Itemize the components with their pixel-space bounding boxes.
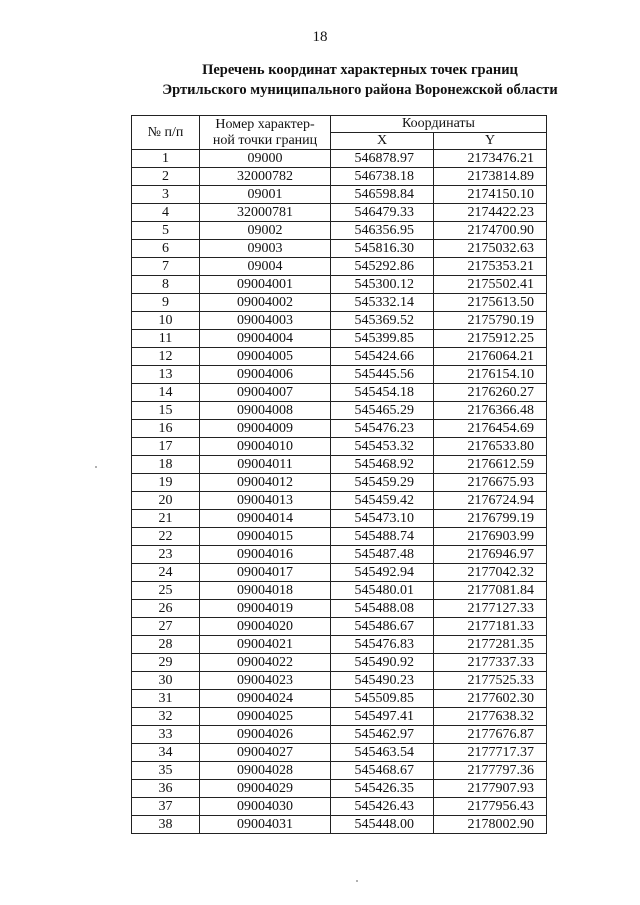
cell-row-number: 17 <box>132 438 200 456</box>
cell-row-number: 16 <box>132 420 200 438</box>
cell-row-number: 21 <box>132 510 200 528</box>
cell-x: 545300.12 <box>331 276 434 294</box>
cell-x: 546479.33 <box>331 204 434 222</box>
cell-y: 2177525.33 <box>434 672 547 690</box>
cell-point-number: 09004003 <box>200 312 331 330</box>
cell-y: 2177676.87 <box>434 726 547 744</box>
cell-point-number: 09004014 <box>200 510 331 528</box>
cell-x: 545426.43 <box>331 798 434 816</box>
cell-x: 545490.92 <box>331 654 434 672</box>
cell-y: 2177337.33 <box>434 654 547 672</box>
cell-x: 545462.97 <box>331 726 434 744</box>
cell-row-number: 23 <box>132 546 200 564</box>
cell-row-number: 18 <box>132 456 200 474</box>
header-point-number <box>200 116 331 150</box>
table-row <box>132 816 547 834</box>
table-row <box>132 798 547 816</box>
cell-row-number: 22 <box>132 528 200 546</box>
cell-x: 545473.10 <box>331 510 434 528</box>
cell-x: 545369.52 <box>331 312 434 330</box>
cell-y: 2176675.93 <box>434 474 547 492</box>
cell-point-number: 09004031 <box>200 816 331 834</box>
scan-speck <box>95 466 97 468</box>
cell-y: 2177281.35 <box>434 636 547 654</box>
cell-point-number: 09004027 <box>200 744 331 762</box>
table-row <box>132 402 547 420</box>
cell-point-number: 09001 <box>200 186 331 204</box>
cell-point-number: 09004007 <box>200 384 331 402</box>
cell-row-number: 37 <box>132 798 200 816</box>
cell-x: 545465.29 <box>331 402 434 420</box>
cell-row-number: 10 <box>132 312 200 330</box>
table-row <box>132 762 547 780</box>
cell-point-number: 09004005 <box>200 348 331 366</box>
title-line-2: Эртильского муниципального района Воронежской области <box>162 82 558 98</box>
table-row <box>132 456 547 474</box>
cell-x: 545459.29 <box>331 474 434 492</box>
table-row <box>132 420 547 438</box>
table-row <box>132 276 547 294</box>
table-row <box>132 492 547 510</box>
cell-y: 2177907.93 <box>434 780 547 798</box>
cell-y: 2177797.36 <box>434 762 547 780</box>
cell-x: 545492.94 <box>331 564 434 582</box>
cell-y: 2176903.99 <box>434 528 547 546</box>
cell-y: 2175032.63 <box>434 240 547 258</box>
cell-x: 545445.56 <box>331 366 434 384</box>
cell-y: 2177602.30 <box>434 690 547 708</box>
cell-x: 545488.74 <box>331 528 434 546</box>
cell-y: 2174700.90 <box>434 222 547 240</box>
cell-y: 2176946.97 <box>434 546 547 564</box>
cell-point-number: 09004010 <box>200 438 331 456</box>
cell-y: 2176612.59 <box>434 456 547 474</box>
cell-y: 2175912.25 <box>434 330 547 348</box>
cell-row-number: 31 <box>132 690 200 708</box>
cell-x: 545332.14 <box>331 294 434 312</box>
table-row <box>132 726 547 744</box>
cell-row-number: 24 <box>132 564 200 582</box>
cell-point-number: 09004029 <box>200 780 331 798</box>
cell-y: 2176533.80 <box>434 438 547 456</box>
cell-x: 545468.92 <box>331 456 434 474</box>
cell-row-number: 8 <box>132 276 200 294</box>
cell-row-number: 12 <box>132 348 200 366</box>
cell-y: 2176260.27 <box>434 384 547 402</box>
cell-point-number: 09004023 <box>200 672 331 690</box>
scan-speck <box>356 880 358 882</box>
cell-row-number: 13 <box>132 366 200 384</box>
cell-row-number: 7 <box>132 258 200 276</box>
cell-point-number: 09004017 <box>200 564 331 582</box>
cell-row-number: 38 <box>132 816 200 834</box>
cell-y: 2177956.43 <box>434 798 547 816</box>
cell-point-number: 32000781 <box>200 204 331 222</box>
cell-x: 545426.35 <box>331 780 434 798</box>
cell-x: 545490.23 <box>331 672 434 690</box>
table-row <box>132 474 547 492</box>
cell-y: 2178002.90 <box>434 816 547 834</box>
cell-row-number: 29 <box>132 654 200 672</box>
title-line-1: Перечень координат характерных точек границ <box>202 62 518 78</box>
table-row <box>132 744 547 762</box>
table-row <box>132 258 547 276</box>
cell-x: 545476.23 <box>331 420 434 438</box>
table-row <box>132 708 547 726</box>
cell-row-number: 9 <box>132 294 200 312</box>
cell-point-number: 09004006 <box>200 366 331 384</box>
table-row <box>132 672 547 690</box>
table-row <box>132 384 547 402</box>
cell-point-number: 09004019 <box>200 600 331 618</box>
cell-point-number: 09004001 <box>200 276 331 294</box>
cell-row-number: 20 <box>132 492 200 510</box>
cell-row-number: 2 <box>132 168 200 186</box>
cell-y: 2176154.10 <box>434 366 547 384</box>
cell-point-number: 09004025 <box>200 708 331 726</box>
cell-row-number: 27 <box>132 618 200 636</box>
header-coordinates: Координаты <box>331 116 547 133</box>
table-row <box>132 312 547 330</box>
cell-row-number: 14 <box>132 384 200 402</box>
cell-y: 2175502.41 <box>434 276 547 294</box>
header-point-line-2: ной точки границ <box>212 132 318 148</box>
cell-point-number: 09004016 <box>200 546 331 564</box>
cell-y: 2175353.21 <box>434 258 547 276</box>
cell-point-number: 09004020 <box>200 618 331 636</box>
cell-row-number: 34 <box>132 744 200 762</box>
cell-row-number: 26 <box>132 600 200 618</box>
table-row <box>132 240 547 258</box>
cell-x: 545468.67 <box>331 762 434 780</box>
table-row <box>132 654 547 672</box>
table-body <box>132 150 547 834</box>
cell-x: 545454.18 <box>331 384 434 402</box>
cell-point-number: 09004009 <box>200 420 331 438</box>
cell-y: 2174422.23 <box>434 204 547 222</box>
table-row <box>132 582 547 600</box>
cell-x: 545487.48 <box>331 546 434 564</box>
cell-x: 545463.54 <box>331 744 434 762</box>
cell-x: 545816.30 <box>331 240 434 258</box>
cell-x: 545459.42 <box>331 492 434 510</box>
cell-point-number: 09004028 <box>200 762 331 780</box>
cell-row-number: 36 <box>132 780 200 798</box>
header-row-number: № п/п <box>132 116 200 150</box>
cell-y: 2176799.19 <box>434 510 547 528</box>
table-row <box>132 546 547 564</box>
cell-x: 545448.00 <box>331 816 434 834</box>
table-row <box>132 168 547 186</box>
cell-point-number: 09003 <box>200 240 331 258</box>
cell-point-number: 09000 <box>200 150 331 168</box>
cell-row-number: 32 <box>132 708 200 726</box>
cell-point-number: 32000782 <box>200 168 331 186</box>
cell-x: 545480.01 <box>331 582 434 600</box>
table-row <box>132 528 547 546</box>
cell-x: 546878.97 <box>331 150 434 168</box>
header-y: Y <box>434 133 547 150</box>
cell-row-number: 15 <box>132 402 200 420</box>
cell-point-number: 09004002 <box>200 294 331 312</box>
cell-x: 545292.86 <box>331 258 434 276</box>
cell-point-number: 09004004 <box>200 330 331 348</box>
table-row <box>132 186 547 204</box>
cell-x: 545497.41 <box>331 708 434 726</box>
table-row <box>132 294 547 312</box>
cell-point-number: 09004012 <box>200 474 331 492</box>
table-row <box>132 348 547 366</box>
cell-x: 545453.32 <box>331 438 434 456</box>
cell-x: 545488.08 <box>331 600 434 618</box>
cell-y: 2177181.33 <box>434 618 547 636</box>
cell-y: 2177717.37 <box>434 744 547 762</box>
cell-point-number: 09004026 <box>200 726 331 744</box>
header-point-line-1: Номер характер- <box>215 116 315 132</box>
table-row <box>132 636 547 654</box>
table-row <box>132 618 547 636</box>
header-x: X <box>331 133 434 150</box>
table-row <box>132 600 547 618</box>
cell-y: 2173476.21 <box>434 150 547 168</box>
cell-x: 546356.95 <box>331 222 434 240</box>
cell-row-number: 1 <box>132 150 200 168</box>
cell-x: 545509.85 <box>331 690 434 708</box>
cell-x: 546598.84 <box>331 186 434 204</box>
cell-row-number: 11 <box>132 330 200 348</box>
cell-row-number: 5 <box>132 222 200 240</box>
cell-point-number: 09004030 <box>200 798 331 816</box>
cell-row-number: 19 <box>132 474 200 492</box>
table-row <box>132 564 547 582</box>
table-row <box>132 366 547 384</box>
cell-point-number: 09004008 <box>200 402 331 420</box>
cell-y: 2175790.19 <box>434 312 547 330</box>
table-row <box>132 510 547 528</box>
cell-row-number: 33 <box>132 726 200 744</box>
cell-y: 2176366.48 <box>434 402 547 420</box>
cell-point-number: 09004011 <box>200 456 331 474</box>
cell-point-number: 09004021 <box>200 636 331 654</box>
cell-y: 2176064.21 <box>434 348 547 366</box>
cell-point-number: 09004013 <box>200 492 331 510</box>
cell-y: 2177127.33 <box>434 600 547 618</box>
cell-x: 545486.67 <box>331 618 434 636</box>
table-row <box>132 150 547 168</box>
cell-row-number: 6 <box>132 240 200 258</box>
cell-row-number: 28 <box>132 636 200 654</box>
cell-x: 545399.85 <box>331 330 434 348</box>
cell-row-number: 25 <box>132 582 200 600</box>
cell-point-number: 09004024 <box>200 690 331 708</box>
cell-row-number: 35 <box>132 762 200 780</box>
cell-point-number: 09004022 <box>200 654 331 672</box>
cell-y: 2174150.10 <box>434 186 547 204</box>
cell-point-number: 09004015 <box>200 528 331 546</box>
cell-y: 2177638.32 <box>434 708 547 726</box>
cell-row-number: 30 <box>132 672 200 690</box>
cell-point-number: 09004018 <box>200 582 331 600</box>
table-row <box>132 222 547 240</box>
table-row <box>132 438 547 456</box>
cell-x: 545476.83 <box>331 636 434 654</box>
table-header <box>132 116 547 150</box>
cell-y: 2176724.94 <box>434 492 547 510</box>
cell-row-number: 3 <box>132 186 200 204</box>
cell-y: 2173814.89 <box>434 168 547 186</box>
table-row <box>132 330 547 348</box>
cell-y: 2176454.69 <box>434 420 547 438</box>
cell-y: 2175613.50 <box>434 294 547 312</box>
table-row <box>132 690 547 708</box>
page-number: 18 <box>312 29 328 45</box>
cell-row-number: 4 <box>132 204 200 222</box>
cell-y: 2177042.32 <box>434 564 547 582</box>
table-row <box>132 204 547 222</box>
table-row <box>132 780 547 798</box>
document-title <box>100 60 620 100</box>
cell-point-number: 09002 <box>200 222 331 240</box>
cell-y: 2177081.84 <box>434 582 547 600</box>
cell-point-number: 09004 <box>200 258 331 276</box>
cell-x: 546738.18 <box>331 168 434 186</box>
coordinates-table <box>131 115 547 834</box>
cell-x: 545424.66 <box>331 348 434 366</box>
